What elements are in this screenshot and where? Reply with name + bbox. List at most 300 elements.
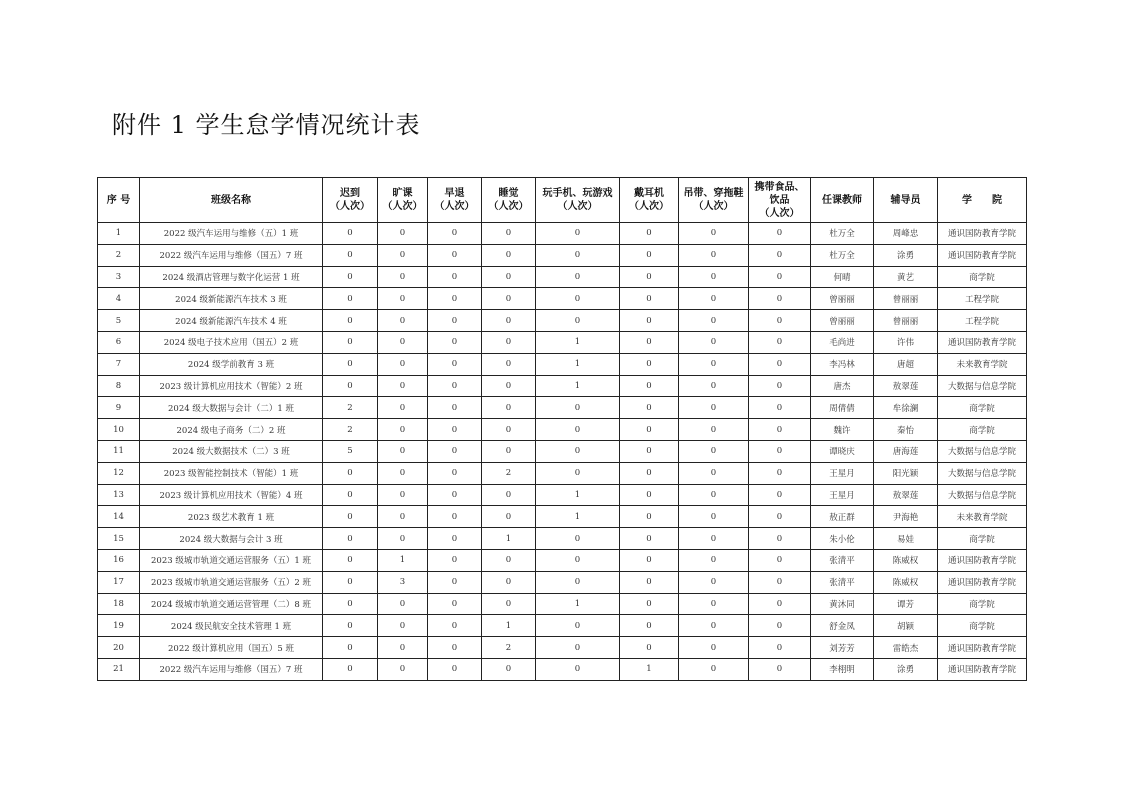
cell-col-college: 大数据与信息学院 (938, 440, 1027, 462)
cell-col-teacher: 杜万全 (811, 244, 874, 266)
header-label: 玩手机、玩游戏 (542, 188, 613, 199)
cell-col-class-name: 2023 级艺术教育 1 班 (140, 506, 323, 528)
cell-col-counselor: 雷皓杰 (874, 637, 938, 659)
cell-col-sleeping: 0 (482, 484, 536, 506)
cell-col-sleeping: 0 (482, 244, 536, 266)
cell-col-food-drinks: 0 (749, 658, 811, 680)
cell-col-sleeping: 0 (482, 223, 536, 245)
cell-col-college: 大数据与信息学院 (938, 375, 1027, 397)
cell-col-absent: 0 (378, 637, 428, 659)
table-row (98, 658, 1027, 680)
cell-col-absent: 0 (378, 615, 428, 637)
header-col-index (98, 178, 140, 223)
cell-col-counselor: 胡颖 (874, 615, 938, 637)
cell-col-slippers: 0 (679, 223, 749, 245)
cell-col-phone-games: 0 (536, 440, 620, 462)
table-row (98, 440, 1027, 462)
cell-col-class-name: 2022 级汽车运用与维修（国五）7 班 (140, 244, 323, 266)
cell-col-early-leave: 0 (428, 266, 482, 288)
cell-col-early-leave: 0 (428, 528, 482, 550)
cell-col-sleeping: 2 (482, 462, 536, 484)
cell-col-slippers: 0 (679, 440, 749, 462)
header-label: （人次） (557, 201, 598, 212)
header-label: （人次） (693, 201, 734, 212)
table-row (98, 615, 1027, 637)
cell-col-slippers: 0 (679, 571, 749, 593)
table-row (98, 506, 1027, 528)
cell-col-college: 未来教育学院 (938, 506, 1027, 528)
cell-col-absent: 0 (378, 331, 428, 353)
cell-col-absent: 0 (378, 353, 428, 375)
header-label: （人次） (434, 201, 475, 212)
cell-col-sleeping: 0 (482, 397, 536, 419)
cell-col-absent: 0 (378, 310, 428, 332)
cell-col-counselor: 曾丽丽 (874, 310, 938, 332)
cell-col-absent: 0 (378, 266, 428, 288)
header-label: 早退 (444, 188, 465, 199)
cell-col-class-name: 2024 级酒店管理与数字化运营 1 班 (140, 266, 323, 288)
header-label: （人次） (488, 201, 529, 212)
cell-col-early-leave: 0 (428, 397, 482, 419)
cell-col-late: 2 (323, 419, 378, 441)
table-row (98, 549, 1027, 571)
table-row (98, 571, 1027, 593)
cell-col-slippers: 0 (679, 397, 749, 419)
cell-col-sleeping: 1 (482, 615, 536, 637)
header-label: （人次） (629, 201, 669, 212)
cell-col-index: 19 (98, 615, 140, 637)
cell-col-late: 0 (323, 593, 378, 615)
cell-col-late: 0 (323, 244, 378, 266)
cell-col-college: 通识国防教育学院 (938, 571, 1027, 593)
cell-col-absent: 0 (378, 593, 428, 615)
cell-col-class-name: 2023 级计算机应用技术（智能）2 班 (140, 375, 323, 397)
cell-col-food-drinks: 0 (749, 440, 811, 462)
cell-col-late: 0 (323, 310, 378, 332)
cell-col-food-drinks: 0 (749, 331, 811, 353)
cell-col-food-drinks: 0 (749, 397, 811, 419)
table-row (98, 331, 1027, 353)
cell-col-absent: 0 (378, 658, 428, 680)
cell-col-phone-games: 0 (536, 244, 620, 266)
cell-col-early-leave: 0 (428, 375, 482, 397)
header-col-earphones (620, 178, 679, 223)
cell-col-late: 0 (323, 506, 378, 528)
header-label: 序 号 (106, 194, 131, 206)
cell-col-early-leave: 0 (428, 549, 482, 571)
cell-col-late: 2 (323, 397, 378, 419)
cell-col-early-leave: 0 (428, 310, 482, 332)
cell-col-phone-games: 0 (536, 266, 620, 288)
cell-col-early-leave: 0 (428, 615, 482, 637)
cell-col-phone-games: 0 (536, 288, 620, 310)
cell-col-class-name: 2023 级计算机应用技术（智能）4 班 (140, 484, 323, 506)
cell-col-college: 通识国防教育学院 (938, 637, 1027, 659)
table-row (98, 397, 1027, 419)
cell-col-food-drinks: 0 (749, 615, 811, 637)
cell-col-sleeping: 0 (482, 549, 536, 571)
cell-col-teacher: 舒金凤 (811, 615, 874, 637)
cell-col-counselor: 敖翠莲 (874, 484, 938, 506)
cell-col-index: 20 (98, 637, 140, 659)
cell-col-earphones: 0 (620, 615, 679, 637)
cell-col-earphones: 0 (620, 353, 679, 375)
cell-col-slippers: 0 (679, 528, 749, 550)
cell-col-college: 工程学院 (938, 310, 1027, 332)
cell-col-college: 商学院 (938, 593, 1027, 615)
statistics-table (97, 177, 1027, 681)
cell-col-teacher: 唐杰 (811, 375, 874, 397)
cell-col-sleeping: 0 (482, 419, 536, 441)
cell-col-index: 2 (98, 244, 140, 266)
table-row (98, 310, 1027, 332)
cell-col-sleeping: 0 (482, 506, 536, 528)
cell-col-early-leave: 0 (428, 353, 482, 375)
cell-col-early-leave: 0 (428, 244, 482, 266)
cell-col-slippers: 0 (679, 244, 749, 266)
cell-col-sleeping: 0 (482, 375, 536, 397)
cell-col-food-drinks: 0 (749, 266, 811, 288)
cell-col-index: 3 (98, 266, 140, 288)
cell-col-late: 0 (323, 637, 378, 659)
cell-col-food-drinks: 0 (749, 375, 811, 397)
cell-col-early-leave: 0 (428, 637, 482, 659)
table-row (98, 637, 1027, 659)
cell-col-food-drinks: 0 (749, 310, 811, 332)
cell-col-late: 0 (323, 462, 378, 484)
cell-col-teacher: 曾丽丽 (811, 288, 874, 310)
cell-col-teacher: 黄沐同 (811, 593, 874, 615)
cell-col-earphones: 0 (620, 637, 679, 659)
cell-col-teacher: 谭晓庆 (811, 440, 874, 462)
cell-col-earphones: 0 (620, 593, 679, 615)
cell-col-late: 0 (323, 266, 378, 288)
cell-col-phone-games: 0 (536, 223, 620, 245)
cell-col-sleeping: 2 (482, 637, 536, 659)
cell-col-college: 通识国防教育学院 (938, 331, 1027, 353)
cell-col-index: 1 (98, 223, 140, 245)
cell-col-counselor: 涂勇 (874, 658, 938, 680)
header-col-absent (378, 178, 428, 223)
table-body (98, 223, 1027, 681)
cell-col-class-name: 2023 级城市轨道交通运营服务（五）1 班 (140, 549, 323, 571)
cell-col-late: 0 (323, 549, 378, 571)
table-row (98, 462, 1027, 484)
cell-col-counselor: 唐超 (874, 353, 938, 375)
cell-col-index: 17 (98, 571, 140, 593)
cell-col-college: 未来教育学院 (938, 353, 1027, 375)
cell-col-college: 商学院 (938, 397, 1027, 419)
cell-col-phone-games: 0 (536, 419, 620, 441)
cell-col-class-name: 2023 级智能控制技术（智能）1 班 (140, 462, 323, 484)
header-label: 任课教师 (822, 194, 862, 206)
cell-col-earphones: 0 (620, 244, 679, 266)
cell-col-college: 商学院 (938, 419, 1027, 441)
cell-col-teacher: 何晴 (811, 266, 874, 288)
cell-col-sleeping: 0 (482, 658, 536, 680)
cell-col-food-drinks: 0 (749, 637, 811, 659)
cell-col-teacher: 毛尚进 (811, 331, 874, 353)
cell-col-class-name: 2024 级民航安全技术管理 1 班 (140, 615, 323, 637)
cell-col-class-name: 2024 级大数据与会计（二）1 班 (140, 397, 323, 419)
cell-col-index: 16 (98, 549, 140, 571)
cell-col-college: 大数据与信息学院 (938, 484, 1027, 506)
cell-col-late: 0 (323, 331, 378, 353)
cell-col-index: 15 (98, 528, 140, 550)
header-label: 学 院 (962, 194, 1002, 206)
table-row (98, 528, 1027, 550)
cell-col-phone-games: 0 (536, 528, 620, 550)
cell-col-teacher: 李栩明 (811, 658, 874, 680)
cell-col-college: 通识国防教育学院 (938, 549, 1027, 571)
cell-col-counselor: 易娃 (874, 528, 938, 550)
cell-col-slippers: 0 (679, 288, 749, 310)
cell-col-teacher: 魏许 (811, 419, 874, 441)
header-label: （人次） (330, 201, 370, 212)
cell-col-phone-games: 0 (536, 571, 620, 593)
cell-col-slippers: 0 (679, 353, 749, 375)
table-row (98, 353, 1027, 375)
cell-col-college: 商学院 (938, 266, 1027, 288)
cell-col-earphones: 1 (620, 658, 679, 680)
cell-col-absent: 0 (378, 484, 428, 506)
header-label: 携带食品、 (754, 181, 805, 193)
cell-col-early-leave: 0 (428, 419, 482, 441)
cell-col-slippers: 0 (679, 310, 749, 332)
cell-col-teacher: 张清平 (811, 571, 874, 593)
header-col-early-leave (428, 178, 482, 223)
cell-col-earphones: 0 (620, 375, 679, 397)
cell-col-index: 6 (98, 331, 140, 353)
cell-col-food-drinks: 0 (749, 593, 811, 615)
cell-col-index: 9 (98, 397, 140, 419)
header-label: 吊带、穿拖鞋 (683, 188, 744, 199)
cell-col-class-name: 2022 级汽车运用与维修（五）1 班 (140, 223, 323, 245)
cell-col-teacher: 王星月 (811, 484, 874, 506)
cell-col-earphones: 0 (620, 484, 679, 506)
header-col-late (323, 178, 378, 223)
cell-col-class-name: 2022 级计算机应用（国五）5 班 (140, 637, 323, 659)
cell-col-earphones: 0 (620, 288, 679, 310)
cell-col-early-leave: 0 (428, 593, 482, 615)
cell-col-index: 7 (98, 353, 140, 375)
cell-col-index: 10 (98, 419, 140, 441)
cell-col-index: 4 (98, 288, 140, 310)
cell-col-slippers: 0 (679, 593, 749, 615)
cell-col-index: 18 (98, 593, 140, 615)
cell-col-early-leave: 0 (428, 571, 482, 593)
cell-col-class-name: 2023 级城市轨道交通运营服务（五）2 班 (140, 571, 323, 593)
cell-col-counselor: 唐海莲 (874, 440, 938, 462)
table-row (98, 419, 1027, 441)
cell-col-late: 0 (323, 615, 378, 637)
header-col-sleeping (482, 178, 536, 223)
cell-col-earphones: 0 (620, 266, 679, 288)
cell-col-late: 0 (323, 353, 378, 375)
cell-col-early-leave: 0 (428, 462, 482, 484)
cell-col-counselor: 陈威权 (874, 549, 938, 571)
cell-col-food-drinks: 0 (749, 244, 811, 266)
cell-col-food-drinks: 0 (749, 462, 811, 484)
cell-col-phone-games: 1 (536, 506, 620, 528)
cell-col-phone-games: 0 (536, 310, 620, 332)
cell-col-counselor: 谭芳 (874, 593, 938, 615)
cell-col-sleeping: 0 (482, 266, 536, 288)
cell-col-teacher: 刘芳芳 (811, 637, 874, 659)
cell-col-slippers: 0 (679, 484, 749, 506)
cell-col-earphones: 0 (620, 397, 679, 419)
cell-col-college: 工程学院 (938, 288, 1027, 310)
cell-col-counselor: 许伟 (874, 331, 938, 353)
cell-col-phone-games: 0 (536, 615, 620, 637)
cell-col-early-leave: 0 (428, 223, 482, 245)
cell-col-earphones: 0 (620, 223, 679, 245)
cell-col-earphones: 0 (620, 440, 679, 462)
cell-col-absent: 0 (378, 419, 428, 441)
header-col-class-name (140, 178, 323, 223)
cell-col-slippers: 0 (679, 462, 749, 484)
cell-col-college: 大数据与信息学院 (938, 462, 1027, 484)
table-row (98, 223, 1027, 245)
cell-col-phone-games: 0 (536, 462, 620, 484)
header-col-teacher (811, 178, 874, 223)
cell-col-slippers: 0 (679, 331, 749, 353)
cell-col-class-name: 2024 级电子商务（二）2 班 (140, 419, 323, 441)
cell-col-teacher: 李冯林 (811, 353, 874, 375)
header-label: （人次） (759, 207, 800, 219)
cell-col-phone-games: 0 (536, 637, 620, 659)
cell-col-early-leave: 0 (428, 484, 482, 506)
cell-col-counselor: 曾丽丽 (874, 288, 938, 310)
cell-col-college: 通识国防教育学院 (938, 658, 1027, 680)
cell-col-index: 21 (98, 658, 140, 680)
cell-col-food-drinks: 0 (749, 288, 811, 310)
cell-col-class-name: 2024 级电子技术应用（国五）2 班 (140, 331, 323, 353)
header-label: 迟到 (340, 188, 360, 199)
cell-col-slippers: 0 (679, 615, 749, 637)
cell-col-food-drinks: 0 (749, 506, 811, 528)
cell-col-sleeping: 0 (482, 353, 536, 375)
cell-col-food-drinks: 0 (749, 549, 811, 571)
cell-col-class-name: 2024 级城市轨道交通运营管理（二）8 班 (140, 593, 323, 615)
cell-col-slippers: 0 (679, 658, 749, 680)
cell-col-counselor: 陈威权 (874, 571, 938, 593)
header-label: （人次） (382, 201, 423, 212)
cell-col-index: 8 (98, 375, 140, 397)
cell-col-class-name: 2024 级学前教育 3 班 (140, 353, 323, 375)
cell-col-phone-games: 0 (536, 397, 620, 419)
header-col-food-drinks (749, 178, 811, 223)
cell-col-phone-games: 1 (536, 331, 620, 353)
cell-col-slippers: 0 (679, 506, 749, 528)
cell-col-counselor: 阳光颖 (874, 462, 938, 484)
cell-col-early-leave: 0 (428, 658, 482, 680)
cell-col-slippers: 0 (679, 375, 749, 397)
cell-col-late: 0 (323, 484, 378, 506)
cell-col-index: 5 (98, 310, 140, 332)
cell-col-teacher: 曾丽丽 (811, 310, 874, 332)
cell-col-absent: 0 (378, 440, 428, 462)
cell-col-phone-games: 1 (536, 484, 620, 506)
table-row (98, 375, 1027, 397)
cell-col-late: 0 (323, 658, 378, 680)
cell-col-college: 通识国防教育学院 (938, 244, 1027, 266)
cell-col-class-name: 2024 级大数据与会计 3 班 (140, 528, 323, 550)
cell-col-index: 13 (98, 484, 140, 506)
header-label: 旷课 (392, 188, 413, 199)
cell-col-college: 商学院 (938, 528, 1027, 550)
cell-col-earphones: 0 (620, 506, 679, 528)
cell-col-counselor: 秦怡 (874, 419, 938, 441)
cell-col-sleeping: 0 (482, 440, 536, 462)
cell-col-absent: 0 (378, 244, 428, 266)
header-col-counselor (874, 178, 938, 223)
cell-col-earphones: 0 (620, 462, 679, 484)
cell-col-teacher: 周倩倩 (811, 397, 874, 419)
cell-col-phone-games: 0 (536, 549, 620, 571)
cell-col-absent: 3 (378, 571, 428, 593)
cell-col-teacher: 朱小伦 (811, 528, 874, 550)
cell-col-teacher: 王星月 (811, 462, 874, 484)
cell-col-earphones: 0 (620, 419, 679, 441)
cell-col-absent: 0 (378, 462, 428, 484)
cell-col-sleeping: 0 (482, 331, 536, 353)
cell-col-earphones: 0 (620, 310, 679, 332)
cell-col-class-name: 2024 级新能源汽车技术 3 班 (140, 288, 323, 310)
cell-col-absent: 0 (378, 223, 428, 245)
cell-col-college: 通识国防教育学院 (938, 223, 1027, 245)
cell-col-slippers: 0 (679, 549, 749, 571)
cell-col-phone-games: 1 (536, 375, 620, 397)
cell-col-teacher: 杜万全 (811, 223, 874, 245)
header-col-college (938, 178, 1027, 223)
cell-col-food-drinks: 0 (749, 353, 811, 375)
cell-col-sleeping: 0 (482, 571, 536, 593)
cell-col-index: 14 (98, 506, 140, 528)
cell-col-counselor: 尹海艳 (874, 506, 938, 528)
cell-col-late: 0 (323, 223, 378, 245)
table-row (98, 244, 1027, 266)
header-col-phone-games (536, 178, 620, 223)
header-col-slippers (679, 178, 749, 223)
cell-col-late: 0 (323, 288, 378, 310)
cell-col-index: 12 (98, 462, 140, 484)
cell-col-food-drinks: 0 (749, 484, 811, 506)
cell-col-late: 0 (323, 375, 378, 397)
cell-col-counselor: 涂勇 (874, 244, 938, 266)
cell-col-class-name: 2022 级汽车运用与维修（国五）7 班 (140, 658, 323, 680)
header-label: 戴耳机 (634, 188, 664, 199)
table-row (98, 484, 1027, 506)
table-row (98, 288, 1027, 310)
header-label: 班级名称 (211, 194, 251, 206)
cell-col-absent: 0 (378, 288, 428, 310)
cell-col-phone-games: 0 (536, 658, 620, 680)
cell-col-teacher: 张清平 (811, 549, 874, 571)
header-label: 睡觉 (498, 188, 519, 199)
table-row (98, 593, 1027, 615)
table-row (98, 266, 1027, 288)
header-row (98, 178, 1027, 223)
cell-col-college: 商学院 (938, 615, 1027, 637)
cell-col-phone-games: 1 (536, 353, 620, 375)
cell-col-sleeping: 1 (482, 528, 536, 550)
cell-col-early-leave: 0 (428, 331, 482, 353)
cell-col-food-drinks: 0 (749, 571, 811, 593)
cell-col-slippers: 0 (679, 637, 749, 659)
cell-col-early-leave: 0 (428, 288, 482, 310)
cell-col-earphones: 0 (620, 528, 679, 550)
